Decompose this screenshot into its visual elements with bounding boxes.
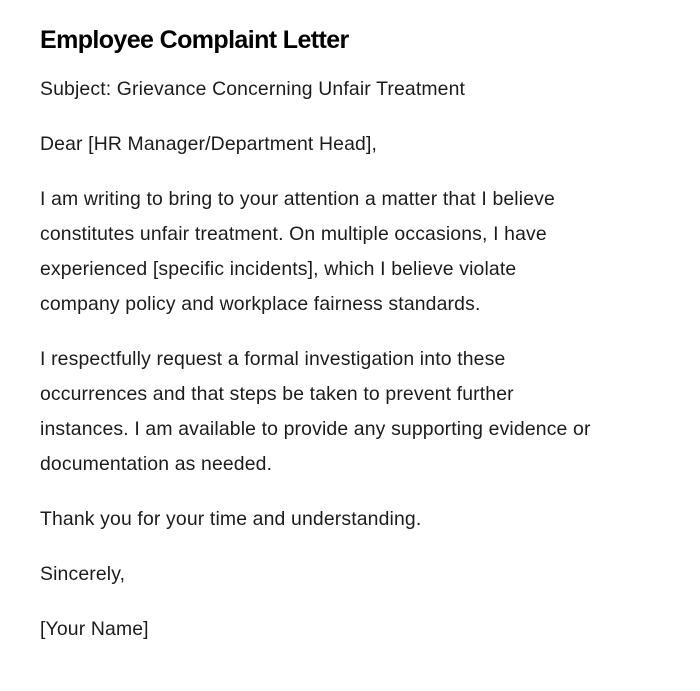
letter-body-paragraph-3: Thank you for your time and understanding. [40,508,422,530]
paragraph-1-line-4: company policy and workplace fairness standards. [40,293,481,315]
paragraph-1-line-3: experienced [specific incidents], which I believe violate [40,258,517,280]
paragraph-2-line-4: documentation as needed. [40,453,273,475]
letter-salutation: Dear [HR Manager/Department Head], [40,133,378,155]
letter [40,22,660,667]
letter-signature: [Your Name] [40,618,149,640]
letter-title: Employee Complaint Letter [40,26,349,54]
letter-closing: Sincerely, [40,563,126,585]
paragraph-2-line-3: instances. I am available to provide any supporting evidence or [40,418,591,440]
paragraph-1-line-1: I am writing to bring to your attention a matter that I believe [40,188,555,210]
letter-body-paragraph-1 [40,182,660,322]
paragraph-2-line-1: I respectfully request a formal investigation into these [40,348,506,370]
paragraph-1-line-2: constitutes unfair treatment. On multiple occasions, I have [40,223,547,245]
letter-body-paragraph-2 [40,342,660,482]
paragraph-2-line-2: occurrences and that steps be taken to prevent further [40,383,514,405]
letter-subject: Subject: Grievance Concerning Unfair Treatment [40,78,466,100]
